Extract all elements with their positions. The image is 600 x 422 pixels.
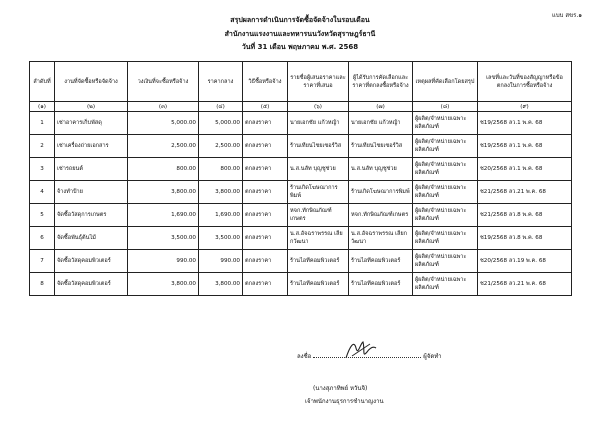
bidder-name: น.ส.นลัท บุญชูช่วย <box>288 158 349 181</box>
report-date: วันที่ 31 เดือน พฤษภาคม พ.ศ. 2568 <box>241 43 359 51</box>
table-row <box>30 112 572 135</box>
median-price: 3,800.00 <box>199 181 243 204</box>
budget-amount: 2,500.00 <box>128 135 199 158</box>
procurement-method: ตกลงราคา <box>243 112 288 135</box>
item-name: จ้างทำป้าย <box>55 181 128 204</box>
signature-line <box>297 351 442 361</box>
role-label: ผู้จัดทำ <box>423 353 442 360</box>
item-name: จัดซื้อวัสดุคอมพิวเตอร์ <box>55 273 128 296</box>
procurement-method: ตกลงราคา <box>243 135 288 158</box>
bidder-name: ร้านไอทีคอมพิวเตอร์ <box>288 250 349 273</box>
item-name: เช่าอาคารเก็บพัสดุ <box>55 112 128 135</box>
column-header: งานที่จัดซื้อหรือจัดจ้าง <box>55 62 128 102</box>
budget-amount: 3,800.00 <box>128 181 199 204</box>
column-number: (๘) <box>413 102 478 112</box>
selection-reason: ผู้ผลิต/จำหน่ายเฉพาะผลิตภัณฑ์ <box>413 250 478 273</box>
selected-vendor: หจก.ทักษิณภัณฑ์เกษตร <box>349 204 413 227</box>
column-number: (๗) <box>349 102 413 112</box>
selection-reason: ผู้ผลิต/จำหน่ายเฉพาะผลิตภัณฑ์ <box>413 227 478 250</box>
selected-vendor: ร้านไอทีคอมพิวเตอร์ <box>349 250 413 273</box>
bidder-name: น.ส.อัจฉราพรรณ เลียกวัฒนา <box>288 227 349 250</box>
item-name: จัดซื้อพันธุ์ต้นไม้ <box>55 227 128 250</box>
row-number: 5 <box>30 204 55 227</box>
selected-vendor: ร้านไอทีคอมพิวเตอร์ <box>349 273 413 296</box>
column-number: (๙) <box>478 102 572 112</box>
selected-vendor: ร้านเกิดโฆษณาการพิมพ์ <box>349 181 413 204</box>
form-code: แบบ สขร.๑ <box>552 12 583 19</box>
item-name: เช่ารถยนต์ <box>55 158 128 181</box>
item-name: เช่าเครื่องถ่ายเอกสาร <box>55 135 128 158</box>
row-number: 3 <box>30 158 55 181</box>
bidder-name: ร้านเกิดโฆษณาการพิมพ์ <box>288 181 349 204</box>
column-header: ผู้ได้รับการคัดเลือกและราคาที่ตกลงซื้อหรือจ้าง <box>349 62 413 102</box>
contract-ref: ช19/2568 ลว.1 พ.ค. 68 <box>478 112 572 135</box>
selection-reason: ผู้ผลิต/จำหน่ายเฉพาะผลิตภัณฑ์ <box>413 112 478 135</box>
table-row <box>30 250 572 273</box>
column-header: รายชื่อผู้เสนอราคาและราคาที่เสนอ <box>288 62 349 102</box>
selection-reason: ผู้ผลิต/จำหน่ายเฉพาะผลิตภัณฑ์ <box>413 135 478 158</box>
procurement-method: ตกลงราคา <box>243 204 288 227</box>
table-body <box>30 112 572 296</box>
bidder-name: ร้านไอทีคอมพิวเตอร์ <box>288 273 349 296</box>
column-number: (๑) <box>30 102 55 112</box>
selection-reason: ผู้ผลิต/จำหน่ายเฉพาะผลิตภัณฑ์ <box>413 204 478 227</box>
bidder-name: ร้านเทียนไชยเซอร์วิส <box>288 135 349 158</box>
table-row <box>30 204 572 227</box>
procurement-method: ตกลงราคา <box>243 158 288 181</box>
selected-vendor: นายเอกชัย แก้วหญ้า <box>349 112 413 135</box>
median-price: 1,690.00 <box>199 204 243 227</box>
contract-ref: ช21/2568 ลว.21 พ.ค. 68 <box>478 181 572 204</box>
bidder-name: นายเอกชัย แก้วหญ้า <box>288 112 349 135</box>
selection-reason: ผู้ผลิต/จำหน่ายเฉพาะผลิตภัณฑ์ <box>413 273 478 296</box>
selection-reason: ผู้ผลิต/จำหน่ายเฉพาะผลิตภัณฑ์ <box>413 181 478 204</box>
row-number: 2 <box>30 135 55 158</box>
column-header: วิธีซื้อหรือจ้าง <box>243 62 288 102</box>
table-row <box>30 181 572 204</box>
median-price: 3,500.00 <box>199 227 243 250</box>
selected-vendor: ร้านเทียนไชยเซอร์วิส <box>349 135 413 158</box>
budget-amount: 3,500.00 <box>128 227 199 250</box>
selected-vendor: น.ส.อัจฉราพรรณ เลียกวัฒนา <box>349 227 413 250</box>
contract-ref: ช19/2568 ลว.1 พ.ค. 68 <box>478 135 572 158</box>
median-price: 5,000.00 <box>199 112 243 135</box>
bidder-name: หจก.ทักษิณภัณฑ์เกษตร <box>288 204 349 227</box>
budget-amount: 1,690.00 <box>128 204 199 227</box>
budget-amount: 800.00 <box>128 158 199 181</box>
header-number-row <box>30 102 572 112</box>
column-header: เหตุผลที่คัดเลือกโดยสรุป <box>413 62 478 102</box>
office-name: สำนักงานแรงงานและทหารนนวังหวัดสุราษฎร์ธานี <box>224 30 376 38</box>
budget-amount: 5,000.00 <box>128 112 199 135</box>
table-row <box>30 135 572 158</box>
column-number: (๒) <box>55 102 128 112</box>
contract-ref: ช21/2568 ลว.21 พ.ค. 68 <box>478 273 572 296</box>
median-price: 2,500.00 <box>199 135 243 158</box>
item-name: จัดซื้อวัสดุการเกษตร <box>55 204 128 227</box>
row-number: 7 <box>30 250 55 273</box>
procurement-method: ตกลงราคา <box>243 273 288 296</box>
column-header: เลขที่และวันที่ของสัญญาหรือข้อตกลงในการซื้อหรือจ้าง <box>478 62 572 102</box>
contract-ref: ช20/2568 ลว.1 พ.ค. 68 <box>478 158 572 181</box>
row-number: 8 <box>30 273 55 296</box>
procurement-method: ตกลงราคา <box>243 227 288 250</box>
row-number: 6 <box>30 227 55 250</box>
row-number: 1 <box>30 112 55 135</box>
contract-ref: ช21/2568 ลว.8 พ.ค. 68 <box>478 204 572 227</box>
sign-prefix: ลงชื่อ <box>297 353 312 360</box>
header-row <box>30 62 572 102</box>
column-header: วงเงินที่จะซื้อหรือจ้าง <box>128 62 199 102</box>
selection-reason: ผู้ผลิต/จำหน่ายเฉพาะผลิตภัณฑ์ <box>413 158 478 181</box>
table-row <box>30 227 572 250</box>
median-price: 800.00 <box>199 158 243 181</box>
signer-name: (นางสุภาทิพย์ หวันจิ) <box>313 385 368 392</box>
selected-vendor: น.ส.นลัท บุญชูช่วย <box>349 158 413 181</box>
contract-ref: ช20/2568 ลว.19 พ.ค. 68 <box>478 250 572 273</box>
procurement-method: ตกลงราคา <box>243 181 288 204</box>
column-header: ลำดับที่ <box>30 62 55 102</box>
signer-position: เจ้าพนักงานธุรการชำนาญงาน <box>305 398 384 405</box>
column-number: (๔) <box>199 102 243 112</box>
column-number: (๓) <box>128 102 199 112</box>
procurement-method: ตกลงราคา <box>243 250 288 273</box>
contract-ref: ช19/2568 ลว.8 พ.ค. 68 <box>478 227 572 250</box>
column-number: (๕) <box>243 102 288 112</box>
column-header: ราคากลาง <box>199 62 243 102</box>
table-row <box>30 158 572 181</box>
median-price: 990.00 <box>199 250 243 273</box>
procurement-table <box>29 61 572 296</box>
budget-amount: 990.00 <box>128 250 199 273</box>
budget-amount: 3,800.00 <box>128 273 199 296</box>
table-row <box>30 273 572 296</box>
column-number: (๖) <box>288 102 349 112</box>
row-number: 4 <box>30 181 55 204</box>
report-title: สรุปผลการดำเนินการจัดซื้อจัดจ้างในรอบเดือน <box>230 16 370 24</box>
median-price: 3,800.00 <box>199 273 243 296</box>
item-name: จัดซื้อวัสดุคอมพิวเตอร์ <box>55 250 128 273</box>
